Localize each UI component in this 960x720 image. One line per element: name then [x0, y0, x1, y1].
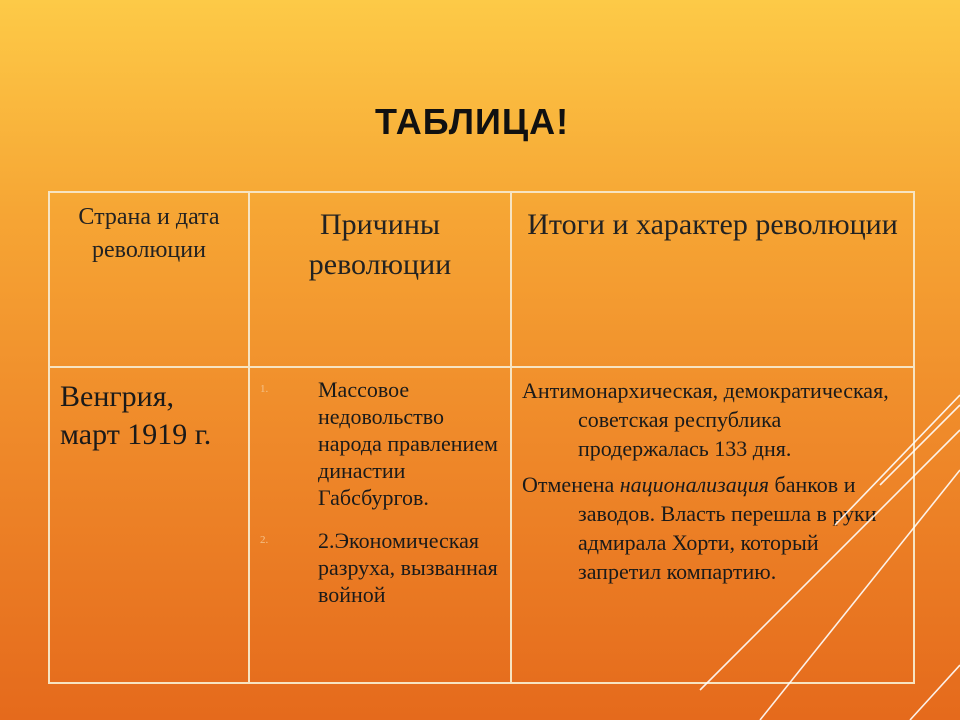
deco-line — [910, 665, 960, 720]
header-causes: Причины революции — [249, 192, 511, 367]
header-country-date: Страна и дата революции — [49, 192, 249, 367]
results-p2-emphasis: национализация — [619, 472, 769, 497]
list-item-number: 1. — [260, 383, 269, 395]
slide-title: ТАБЛИЦА! — [375, 101, 570, 142]
cell-country-date: Венгрия, март 1919 г. — [49, 367, 249, 683]
list-item-text: 2.Экономическая разруха, вызванная войной — [318, 528, 498, 607]
table-row — [49, 367, 914, 683]
header-results: Итоги и характер революции — [511, 192, 914, 367]
revolution-table — [48, 191, 915, 684]
results-p2-suffix: банков и заводов. Власть перешла в руки адмирала Хорти, который запретил компартию. — [578, 472, 877, 584]
cell-results — [511, 367, 914, 683]
results-paragraph-1: Антимонархическая, демократическая, советская республика продержалась 133 дня. — [522, 378, 889, 461]
results-paragraph-2 — [522, 470, 903, 586]
results-p2-prefix: Отменена — [522, 472, 620, 497]
list-item — [258, 376, 504, 511]
causes-list — [258, 376, 504, 608]
list-item-number: 2. — [260, 534, 269, 546]
table-header-row — [49, 192, 914, 367]
list-item — [258, 527, 504, 608]
list-item-text: Массовое недовольство народа правлением династии Габсбургов. — [318, 377, 498, 510]
cell-causes — [249, 367, 511, 683]
